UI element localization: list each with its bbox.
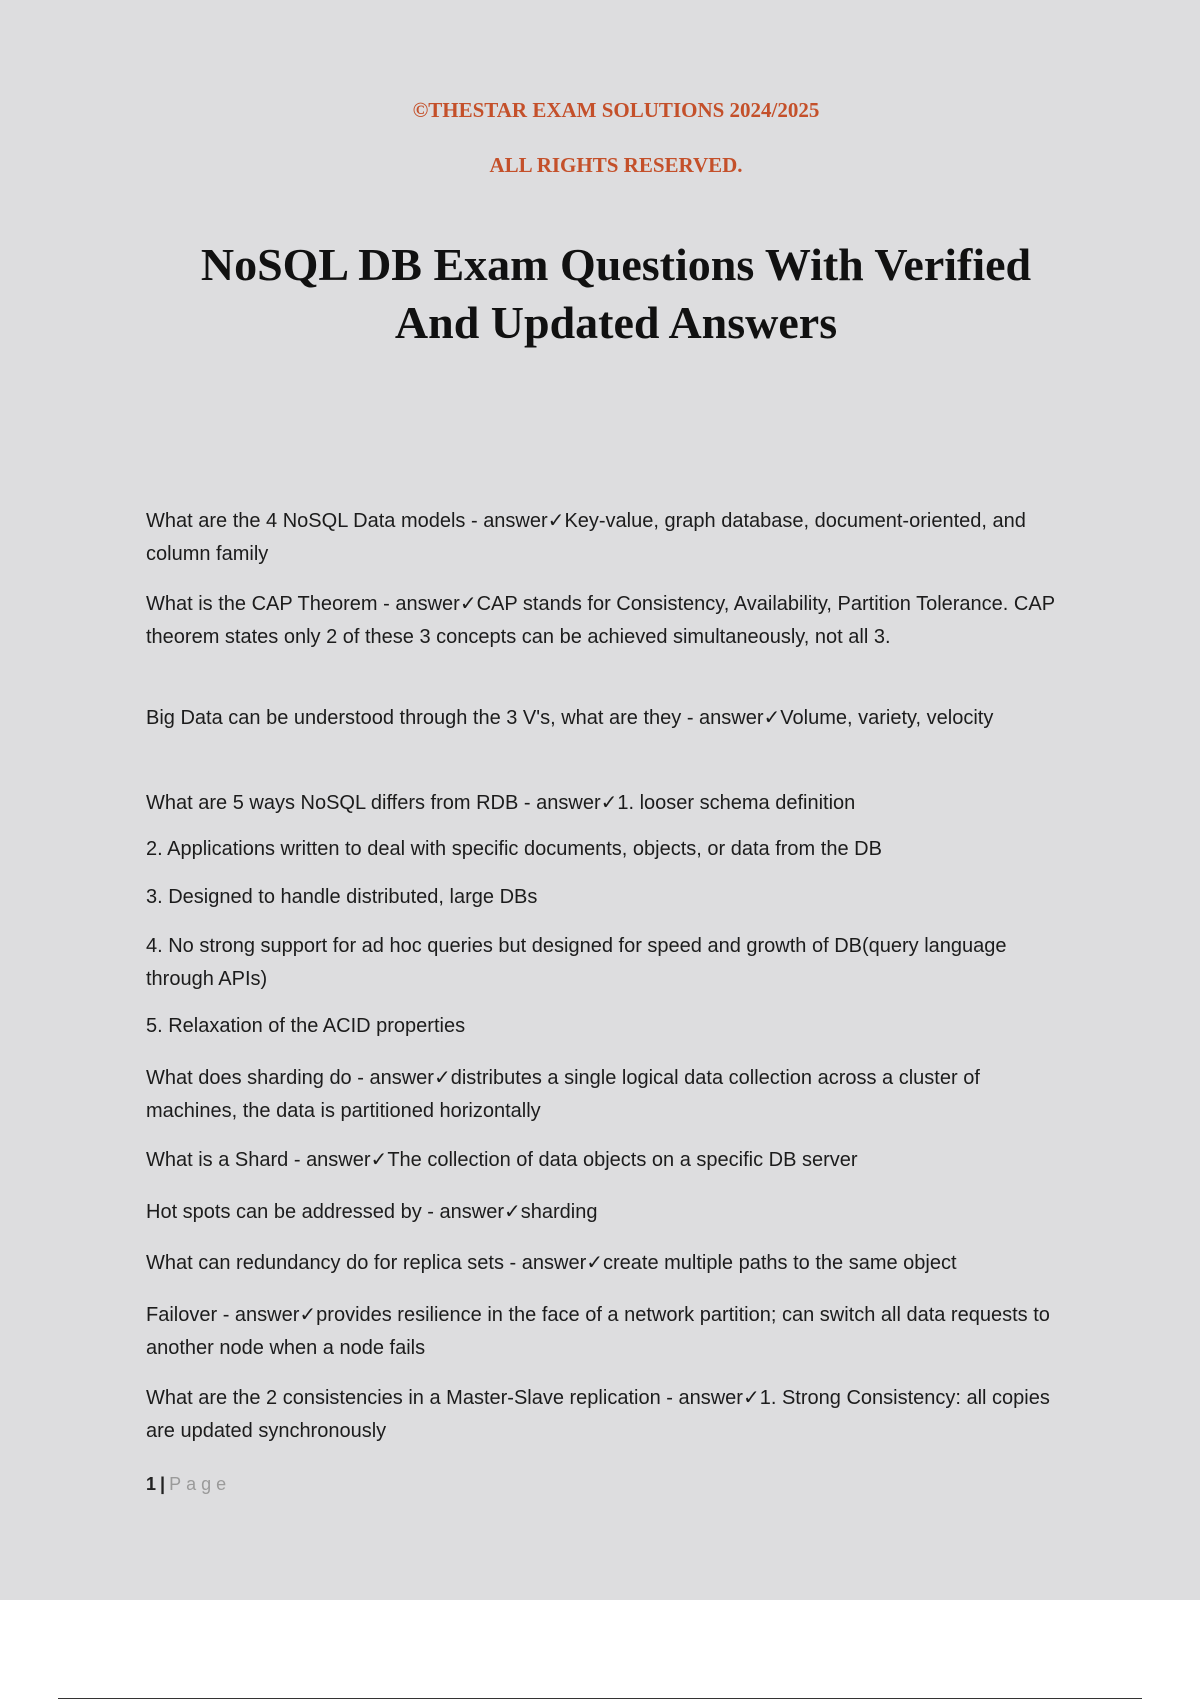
title-line-1: NoSQL DB Exam Questions With Verified (200, 239, 1032, 290)
check-icon: ✓ (600, 790, 618, 814)
qa-item (146, 701, 1076, 735)
answer-text: The collection of data objects on a specific DB server (387, 1149, 858, 1171)
answer-marker: answer (234, 1304, 300, 1326)
qa-item (146, 1381, 1076, 1448)
check-icon: ✓ (742, 1385, 760, 1409)
answer-text: Key-value, graph database, document-oriented, and column family (146, 510, 1026, 565)
qa-item (146, 1061, 1076, 1128)
question-text: What is the CAP Theorem - (146, 593, 396, 615)
question-text: Failover - (146, 1304, 235, 1326)
qa-item (146, 786, 1076, 820)
footer-separator: | (160, 1474, 166, 1494)
question-text: What are 5 ways NoSQL differs from RDB - (146, 792, 537, 814)
qa-item (146, 1143, 1076, 1177)
qa-item (146, 1298, 1076, 1365)
check-icon: ✓ (433, 1065, 451, 1089)
question-text: What is a Shard - (146, 1149, 307, 1171)
qa-item (146, 504, 1076, 571)
question-text: Hot spots can be addressed by - (146, 1201, 440, 1223)
list-item: 2. Applications written to deal with specific documents, objects, or data from the DB (146, 838, 882, 860)
document-title (0, 236, 1200, 352)
horizontal-divider (58, 1698, 1142, 1699)
answer-marker: answer (439, 1201, 504, 1223)
answer-text: 1. Strong Consistency: all copies are updated synchronously (146, 1387, 1050, 1442)
page-number: 1 (146, 1474, 157, 1494)
list-item: 4. No strong support for ad hoc queries but designed for speed and growth of DB(query language through APIs) (146, 935, 1007, 990)
answer-marker: answer (699, 707, 764, 729)
question-text: What can redundancy do for replica sets - (146, 1252, 522, 1274)
check-icon: ✓ (299, 1302, 317, 1326)
answer-text: 1. looser schema definition (617, 792, 856, 814)
answer-marker: answer (678, 1387, 743, 1409)
answer-text: provides resilience in the face of a network partition; can switch all data requests to another node when a node fails (146, 1304, 1050, 1359)
answer-marker: answer (521, 1252, 587, 1274)
check-icon: ✓ (763, 705, 781, 729)
answer-text: Volume, variety, velocity (780, 707, 994, 729)
question-text: What does sharding do - (146, 1067, 370, 1089)
list-item: 3. Designed to handle distributed, large DBs (146, 886, 538, 908)
check-icon: ✓ (459, 591, 477, 615)
check-icon: ✓ (547, 508, 565, 532)
check-icon: ✓ (503, 1199, 521, 1223)
question-text: Big Data can be understood through the 3 V's, what are they - (146, 707, 700, 729)
answer-marker: answer (306, 1149, 371, 1171)
rights-notice: ALL RIGHTS RESERVED. (489, 153, 743, 177)
answer-marker: answer (536, 792, 601, 814)
page-label: Page (169, 1474, 232, 1494)
answer-marker: answer (483, 510, 548, 532)
qa-item (146, 1246, 1076, 1280)
answer-text: sharding (520, 1201, 598, 1223)
question-text: What are the 4 NoSQL Data models - (146, 510, 484, 532)
check-icon: ✓ (370, 1147, 388, 1171)
question-text: What are the 2 consistencies in a Master-Slave replication - (146, 1387, 679, 1409)
answer-text: distributes a single logical data collection across a cluster of machines, the data is partitioned horizontally (146, 1067, 980, 1122)
answer-marker: answer (369, 1067, 434, 1089)
title-line-2: And Updated Answers (394, 297, 838, 348)
list-item: 5. Relaxation of the ACID properties (146, 1015, 466, 1037)
answer-text: CAP stands for Consistency, Availability, Partition Tolerance. CAP theorem states only 2 of these 3 concepts can be achieved simultaneously, not all 3. (146, 593, 1055, 648)
answer-marker: answer (395, 593, 460, 615)
qa-item (146, 587, 1076, 654)
qa-item (146, 1195, 1076, 1229)
page-footer (146, 1474, 231, 1495)
copyright-notice: ©THESTAR EXAM SOLUTIONS 2024/2025 (412, 98, 820, 122)
answer-text: create multiple paths to the same object (603, 1252, 957, 1274)
check-icon: ✓ (586, 1250, 603, 1274)
